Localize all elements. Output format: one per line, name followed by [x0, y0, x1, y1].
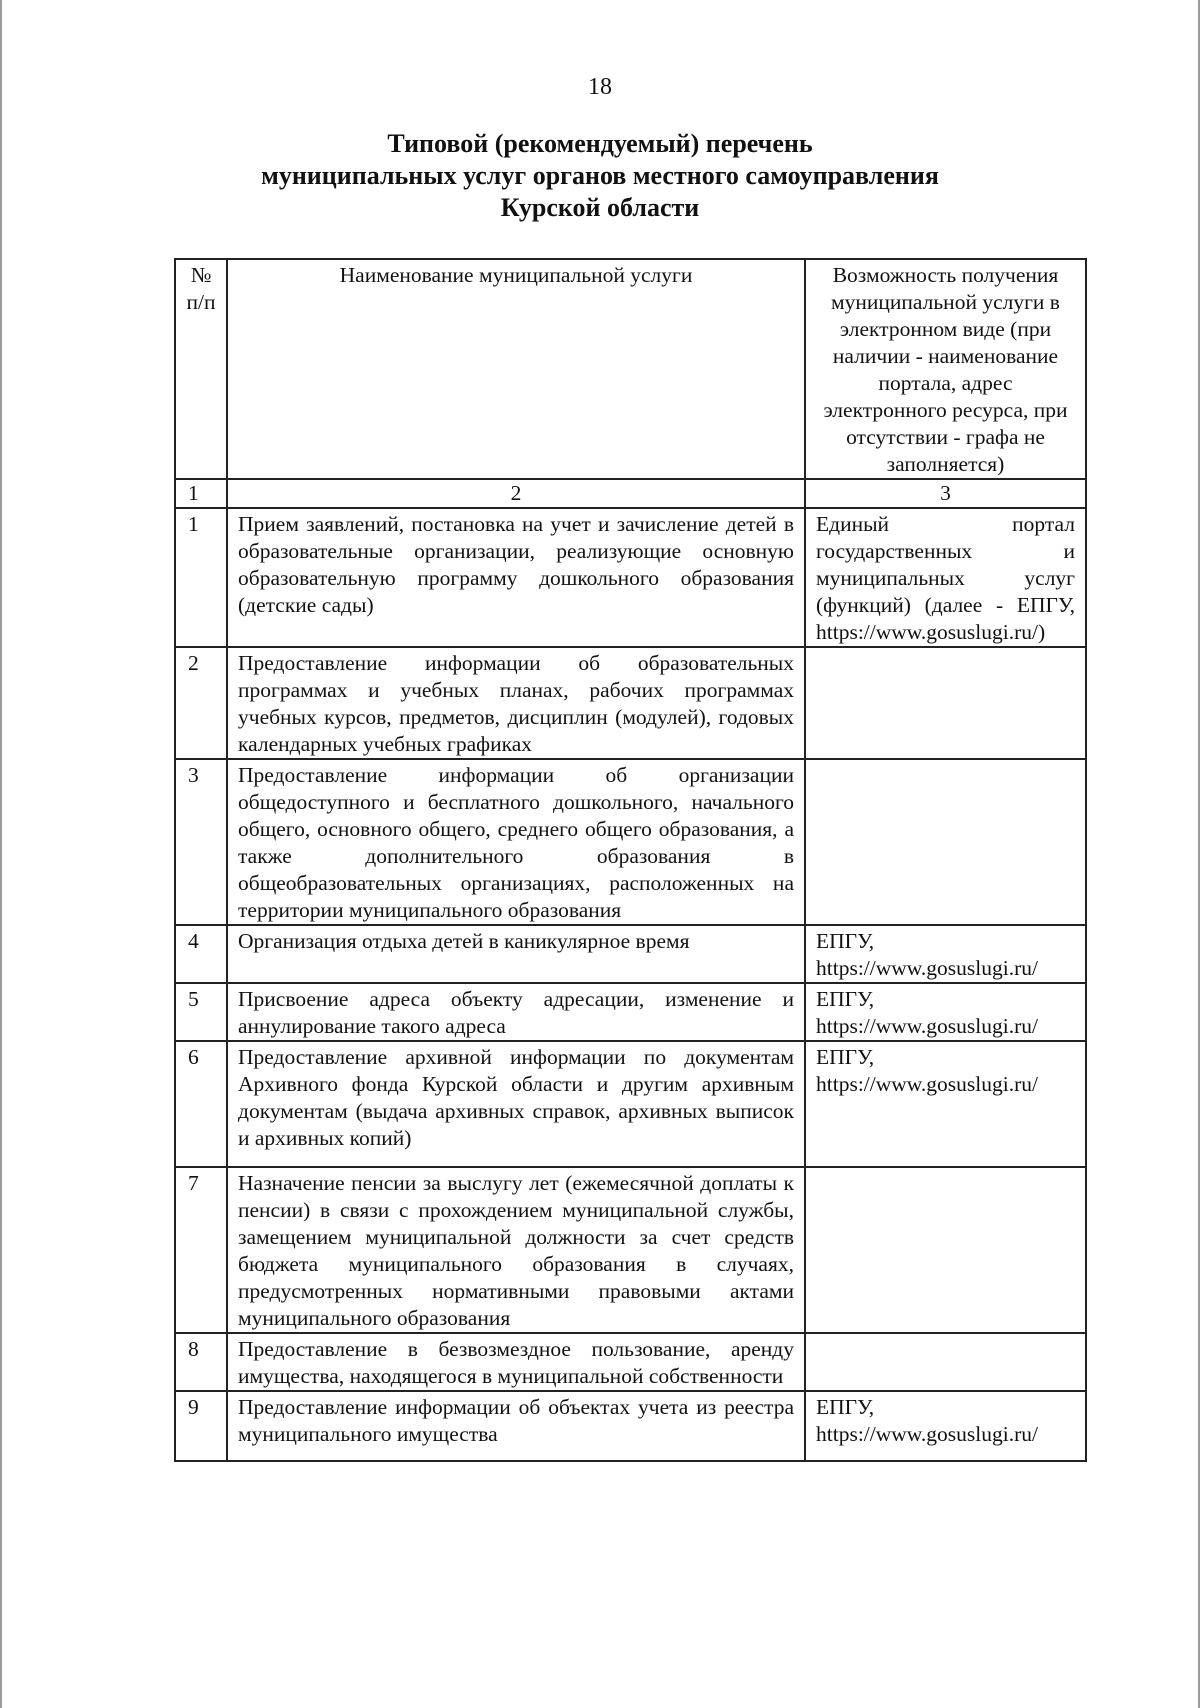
header-name: Наименование муниципальной услуги [227, 259, 805, 479]
column-number-1: 1 [175, 479, 227, 508]
column-number-2: 2 [227, 479, 805, 508]
table-row [175, 647, 1086, 759]
table-row [175, 983, 1086, 1041]
services-table [174, 258, 1087, 1462]
service-name: Назначение пенсии за выслугу лет (ежемесячной доплаты к пенсии) в связи с прохождением муниципальной службы, замещением муниципальной должности за счет средств бюджета муниципального образования в случаях, предусмотренных нормативными правовыми актами муниципального образования [227, 1167, 805, 1333]
header-portal: Возможность получения муниципальной услуги в электронном виде (при наличии - наименование портала, адрес электронного ресурса, при отсутствии - графа не заполняется) [805, 259, 1086, 479]
column-number-row [175, 479, 1086, 508]
service-name: Прием заявлений, постановка на учет и зачисление детей в образовательные организации, реализующие основную образовательную программу дошкольного образования (детские сады) [227, 508, 805, 647]
row-number: 2 [175, 647, 227, 759]
table-header-row [175, 259, 1086, 479]
row-number: 9 [175, 1391, 227, 1461]
row-number: 4 [175, 925, 227, 983]
table-row [175, 1391, 1086, 1461]
service-name: Предоставление архивной информации по документам Архивного фонда Курской области и другим архивным документам (выдача архивных справок, архивных выписок и архивных копий) [227, 1041, 805, 1167]
row-number: 1 [175, 508, 227, 647]
title-line-2: муниципальных услуг органов местного самоуправления [261, 161, 939, 190]
service-portal [805, 647, 1086, 759]
service-portal [805, 1167, 1086, 1333]
service-name: Предоставление в безвозмездное пользование, аренду имущества, находящегося в муниципальной собственности [227, 1333, 805, 1391]
service-portal: Единый портал государственных и муниципальных услуг (функций) (далее - ЕПГУ, https://www.gosuslugi.ru/) [805, 508, 1086, 647]
row-number: 8 [175, 1333, 227, 1391]
column-number-3: 3 [805, 479, 1086, 508]
table-row [175, 1167, 1086, 1333]
service-portal: ЕПГУ, https://www.gosuslugi.ru/ [805, 983, 1086, 1041]
service-portal: ЕПГУ, https://www.gosuslugi.ru/ [805, 1391, 1086, 1461]
row-number: 6 [175, 1041, 227, 1167]
row-number: 3 [175, 759, 227, 925]
table-row [175, 1041, 1086, 1167]
row-number: 7 [175, 1167, 227, 1333]
service-portal [805, 1333, 1086, 1391]
table-row [175, 925, 1086, 983]
row-number: 5 [175, 983, 227, 1041]
table-row [175, 759, 1086, 925]
service-name: Предоставление информации об организации общедоступного и бесплатного дошкольного, начального общего, основного общего, среднего общего образования, а также дополнительного образования в общеобразовательных организациях, расположенных на территории муниципального образования [227, 759, 805, 925]
service-name: Предоставление информации об образовательных программах и учебных планах, рабочих программах учебных курсов, предметов, дисциплин (модулей), годовых календарных учебных графиках [227, 647, 805, 759]
service-portal: ЕПГУ, https://www.gosuslugi.ru/ [805, 1041, 1086, 1167]
service-portal: ЕПГУ, https://www.gosuslugi.ru/ [805, 925, 1086, 983]
document-title [0, 128, 1200, 224]
service-name: Организация отдыха детей в каникулярное время [227, 925, 805, 983]
table-row [175, 508, 1086, 647]
title-line-1: Типовой (рекомендуемый) перечень [387, 129, 813, 158]
header-num: № п/п [175, 259, 227, 479]
page-number: 18 [588, 74, 612, 100]
service-name: Присвоение адреса объекту адресации, изменение и аннулирование такого адреса [227, 983, 805, 1041]
table-row [175, 1333, 1086, 1391]
service-portal [805, 759, 1086, 925]
service-name: Предоставление информации об объектах учета из реестра муниципального имущества [227, 1391, 805, 1461]
scan-edge-left [0, 0, 2, 1708]
title-line-3: Курской области [500, 193, 700, 222]
